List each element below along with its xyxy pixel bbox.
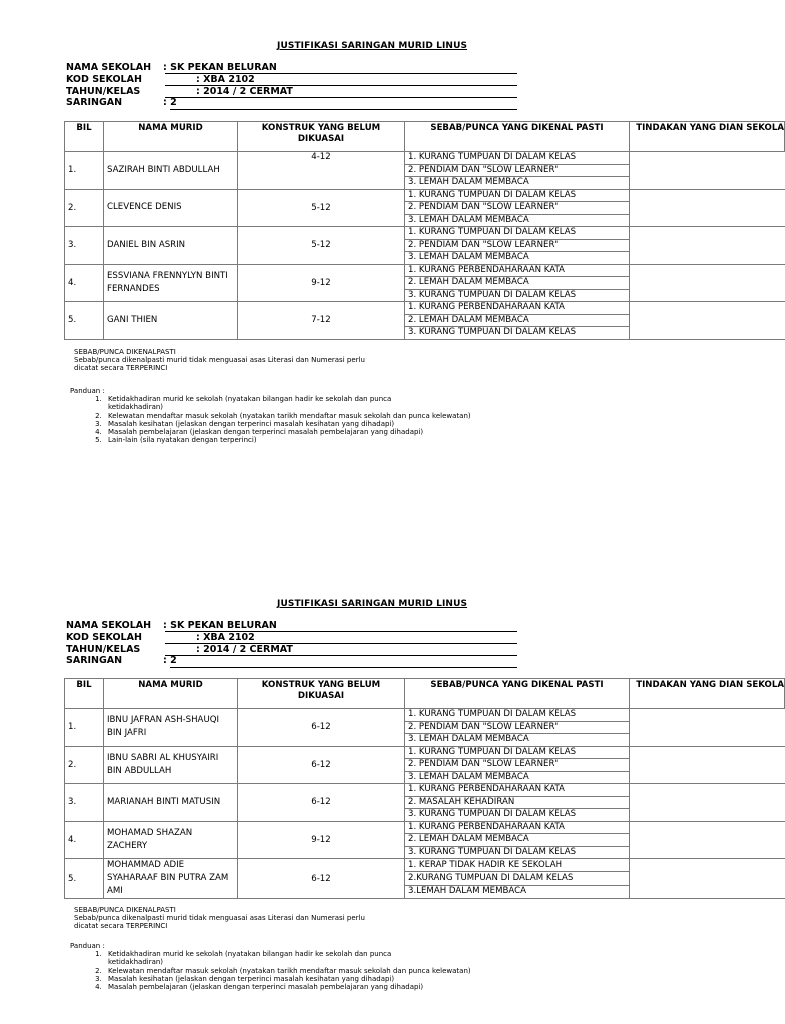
col-header-action: TINDAKAN YANG DIAN SEKOLA [630,122,785,152]
row-reason: 2. PENDIAM DAN "SLOW LEARNER" [405,164,630,177]
notes-line-1: Sebab/punca dikenalpasti murid tidak menguasai asas Literasi dan Numerasi perlu [74,356,365,364]
row-action [630,302,785,340]
guide-label: Panduan : [70,942,105,950]
guide-item: 1. Ketidakhadiran murid ke sekolah (nyatakan bilangan hadir ke sekolah dan punca ketidakhadiran) [104,395,448,411]
row-no: 2. [65,746,104,784]
guide-block [70,387,478,444]
table-row [65,227,785,240]
row-construct: 6-12 [238,746,405,784]
row-no: 1. [65,152,104,190]
row-reason: 3. LEMAH DALAM MEMBACA [405,214,630,227]
col-header-reason: SEBAB/PUNCA YANG DIKENAL PASTI [405,122,630,152]
table-row [65,152,785,165]
row-reason: 2. LEMAH DALAM MEMBACA [405,314,630,327]
col-header-action: TINDAKAN YANG DIAN SEKOLA [630,679,785,709]
row-reason: 1. KURANG TUMPUAN DI DALAM KELAS [405,189,630,202]
row-reason: 2. PENDIAM DAN "SLOW LEARNER" [405,721,630,734]
school-code-label: KOD SEKOLAH [66,74,142,85]
guide-label: Panduan : [70,387,105,395]
guide-list [70,950,478,991]
row-construct: 4-12 [238,152,405,190]
row-reason: 1. KERAP TIDAK HADIR KE SEKOLAH [405,859,630,872]
row-no: 4. [65,264,104,302]
table-row [65,709,785,722]
row-reason: 2. PENDIAM DAN "SLOW LEARNER" [405,759,630,772]
row-reason: 1. KURANG PERBENDAHARAAN KATA [405,784,630,797]
table-row [65,189,785,202]
school-code-label: KOD SEKOLAH [66,632,142,643]
col-header-reason: SEBAB/PUNCA YANG DIKENAL PASTI [405,679,630,709]
row-reason: 3. LEMAH DALAM MEMBACA [405,252,630,265]
row-name: DANIEL BIN ASRIN [104,227,238,265]
screening-value: : 2 [163,97,177,108]
row-reason: 3. LEMAH DALAM MEMBACA [405,771,630,784]
row-name: GANI THIEN [104,302,238,340]
row-name: IBNU JAFRAN ASH-SHAUQI BIN JAFRI [104,709,238,747]
guide-item: 2. Kelewatan mendaftar masuk sekolah (nyatakan tarikh mendaftar masuk sekolah dan punca kelewatan) [104,412,478,420]
table-row [65,784,785,797]
school-name-value: : SK PEKAN BELURAN [163,620,277,631]
underline [165,655,517,656]
row-reason: 2.KURANG TUMPUAN DI DALAM KELAS [405,872,630,885]
guide-item: 5. Lain-lain (sila nyatakan dengan terperinci) [104,436,478,444]
table-header-row [65,122,785,152]
row-reason: 1. KURANG TUMPUAN DI DALAM KELAS [405,746,630,759]
table-row [65,302,785,315]
guide-item: 4. Masalah pembelajaran (jelaskan dengan terperinci masalah pembelajaran yang dihadapi) [104,428,478,436]
row-reason: 1. KURANG TUMPUAN DI DALAM KELAS [405,709,630,722]
guide-item: 4. Masalah pembelajaran (jelaskan dengan terperinci masalah pembelajaran yang dihadapi) [104,983,478,991]
row-no: 3. [65,784,104,822]
row-reason: 1. KURANG PERBENDAHARAAN KATA [405,264,630,277]
school-name-label: NAMA SEKOLAH [66,620,152,631]
row-construct: 6-12 [238,859,405,899]
row-no: 5. [65,859,104,899]
row-name: MOHAMAD SHAZAN ZACHERY [104,821,238,859]
table-row [65,746,785,759]
row-action [630,189,785,227]
screening-label: SARINGAN [66,97,123,108]
row-action [630,784,785,822]
guide-item: 3. Masalah kesihatan (jelaskan dengan terperinci masalah kesihatan yang dihadapi) [104,420,478,428]
row-reason: 3. KURANG TUMPUAN DI DALAM KELAS [405,327,630,340]
notes-line-2: dicatat secara TERPERINCI [74,922,168,930]
row-construct: 9-12 [238,821,405,859]
row-name: IBNU SABRI AL KHUSYAIRI BIN ABDULLAH [104,746,238,784]
row-reason: 1. KURANG PERBENDAHARAAN KATA [405,302,630,315]
notes-line-2: dicatat secara TERPERINCI [74,364,168,372]
row-name: SAZIRAH BINTI ABDULLAH [104,152,238,190]
underline [170,109,517,110]
guide-item: 1. Ketidakhadiran murid ke sekolah (nyatakan bilangan hadir ke sekolah dan punca ketidakhadiran) [104,950,448,966]
row-action [630,264,785,302]
guide-item: 3. Masalah kesihatan (jelaskan dengan terperinci masalah kesihatan yang dihadapi) [104,975,478,983]
row-construct: 5-12 [238,189,405,227]
row-reason: 3. LEMAH DALAM MEMBACA [405,734,630,747]
row-action [630,746,785,784]
students-table [64,121,785,340]
row-construct: 6-12 [238,784,405,822]
school-name-value: : SK PEKAN BELURAN [163,62,277,73]
table-row [65,264,785,277]
row-no: 2. [65,189,104,227]
col-header-name: NAMA MURID [104,679,238,709]
row-reason: 1. KURANG TUMPUAN DI DALAM KELAS [405,227,630,240]
row-reason: 1. KURANG TUMPUAN DI DALAM KELAS [405,152,630,165]
students-table [64,678,785,899]
underline [165,97,517,98]
screening-value: : 2 [163,655,177,666]
row-reason: 3.LEMAH DALAM MEMBACA [405,885,630,898]
row-construct: 7-12 [238,302,405,340]
row-name: ESSVIANA FRENNYLYN BINTI FERNANDES [104,264,238,302]
row-construct: 5-12 [238,227,405,265]
notes-heading: SEBAB/PUNCA DIKENALPASTI [74,348,176,356]
row-name: CLEVENCE DENIS [104,189,238,227]
row-name: MARIANAH BINTI MATUSIN [104,784,238,822]
notes-block [66,348,365,372]
document-title: JUSTIFIKASI SARINGAN MURID LINUS [277,599,468,609]
year-class-label: TAHUN/KELAS [66,644,141,655]
year-class-value: : 2014 / 2 CERMAT [196,644,293,655]
row-reason: 2. PENDIAM DAN "SLOW LEARNER" [405,202,630,215]
row-reason: 3. LEMAH DALAM MEMBACA [405,177,630,190]
year-class-value: : 2014 / 2 CERMAT [196,86,293,97]
table-header-row [65,679,785,709]
guide-block [70,942,478,991]
row-reason: 1. KURANG PERBENDAHARAAN KATA [405,821,630,834]
table-row [65,821,785,834]
guide-item: 2. Kelewatan mendaftar masuk sekolah (nyatakan tarikh mendaftar masuk sekolah dan punca kelewatan) [104,967,478,975]
school-code-value: : XBA 2102 [196,632,255,643]
col-header-no: BIL [65,679,104,709]
notes-block [66,906,365,930]
notes-line-1: Sebab/punca dikenalpasti murid tidak menguasai asas Literasi dan Numerasi perlu [74,914,365,922]
screening-label: SARINGAN [66,655,123,666]
document-title: JUSTIFIKASI SARINGAN MURID LINUS [277,41,468,51]
row-name: MOHAMMAD ADIE SYAHARAAF BIN PUTRA ZAM AMI [104,859,238,899]
row-action [630,152,785,190]
table-row [65,859,785,872]
row-action [630,227,785,265]
row-no: 5. [65,302,104,340]
row-reason: 2. PENDIAM DAN "SLOW LEARNER" [405,239,630,252]
col-header-construct: KONSTRUK YANG BELUM DIKUASAI [238,122,405,152]
row-reason: 2. LEMAH DALAM MEMBACA [405,277,630,290]
notes-heading: SEBAB/PUNCA DIKENALPASTI [74,906,176,914]
row-reason: 3. KURANG TUMPUAN DI DALAM KELAS [405,289,630,302]
row-action [630,821,785,859]
row-reason: 3. KURANG TUMPUAN DI DALAM KELAS [405,809,630,822]
guide-list [70,395,478,444]
school-code-value: : XBA 2102 [196,74,255,85]
row-no: 1. [65,709,104,747]
row-construct: 6-12 [238,709,405,747]
row-action [630,709,785,747]
col-header-no: BIL [65,122,104,152]
row-reason: 3. KURANG TUMPUAN DI DALAM KELAS [405,846,630,859]
row-no: 3. [65,227,104,265]
school-name-label: NAMA SEKOLAH [66,62,152,73]
row-action [630,859,785,899]
row-construct: 9-12 [238,264,405,302]
underline [170,667,517,668]
row-no: 4. [65,821,104,859]
col-header-name: NAMA MURID [104,122,238,152]
col-header-construct: KONSTRUK YANG BELUM DIKUASAI [238,679,405,709]
row-reason: 2. MASALAH KEHADIRAN [405,796,630,809]
row-reason: 2. LEMAH DALAM MEMBACA [405,834,630,847]
year-class-label: TAHUN/KELAS [66,86,141,97]
